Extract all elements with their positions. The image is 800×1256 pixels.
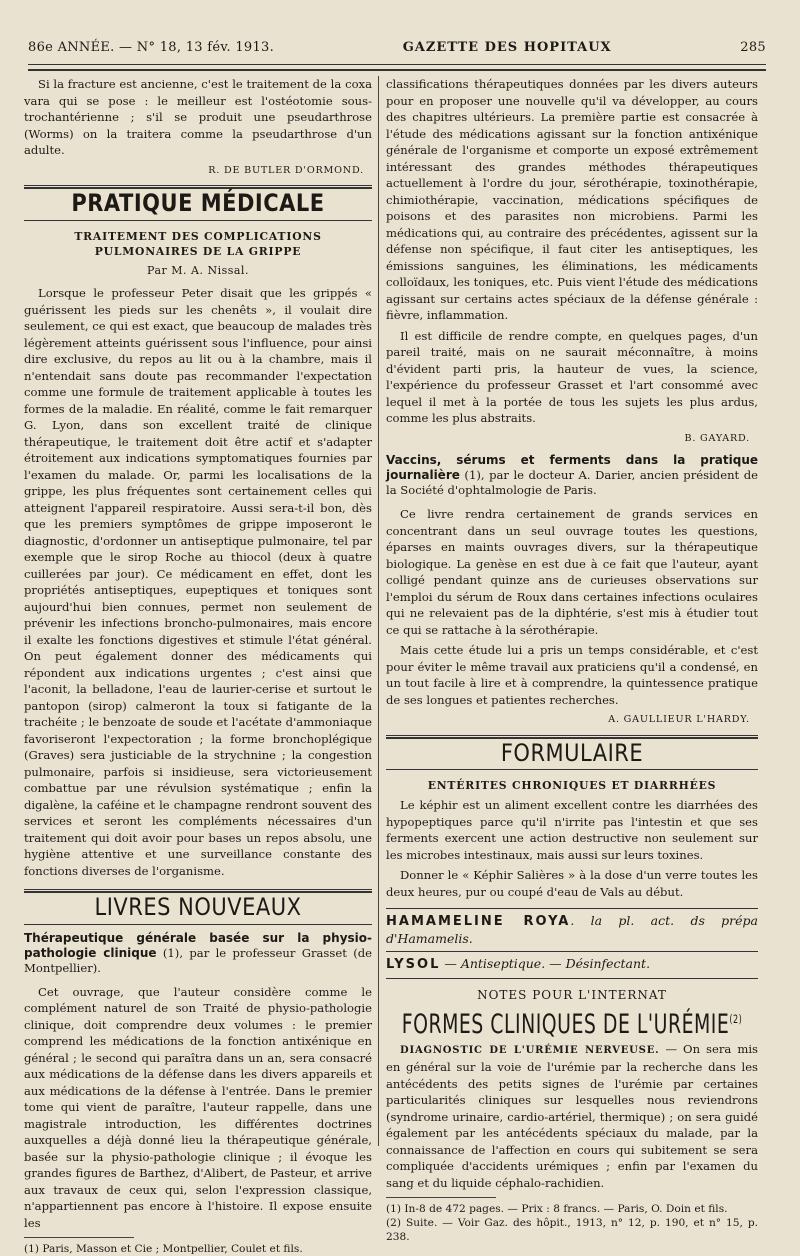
- book-author: , par le docteur A. Darier, ancien président de la Société d'ophtalmologie de Paris.: [386, 468, 759, 497]
- formulaire-subtitle: ENTÉRITES CHRONIQUES ET DIARRHÉES: [427, 779, 717, 792]
- article-byline: Par M. A. Nissal.: [147, 263, 249, 277]
- left-column: [24, 76, 372, 1256]
- uremie-ref: (2): [729, 1014, 743, 1027]
- formulaire-paragraph: Donner le « Képhir Salières » à la dose d'un verre toutes les deux heures, pur ou coupé d'eau de Vals au début.: [386, 868, 758, 899]
- formulaire-paragraph: Le képhir est un aliment excellent contre les diarrhées des hypopeptiques parce qu'il n'irrite pas l'intestin et que ses ferments exercent une action destructive non seulement sur les microbes intestinaux, mais aussi sur leurs toxines.: [386, 798, 758, 862]
- section-title-pratique: PRATIQUE MÉDICALE: [71, 189, 325, 217]
- book-ref: (1): [162, 945, 180, 960]
- book-title: Thérapeutique générale basée sur la physio-pathologie clinique: [24, 930, 372, 960]
- book-paragraph: Mais cette étude lui a pris un temps considérable, et c'est pour éviter le même travail aux praticiens qu'il a condensé, en un tout facile à lire et à comprendre, la quintessence pratique de ses longues et patientes recherches.: [386, 643, 758, 707]
- footnote-rule: [24, 1237, 134, 1238]
- intro-signature: R. DE BUTLER D'ORMOND.: [208, 164, 364, 176]
- uremie-title: [386, 1009, 758, 1040]
- journal-title: GAZETTE DES HOPITAUX: [402, 40, 612, 55]
- section-rule: [24, 220, 372, 221]
- right-column: [386, 76, 758, 1244]
- article-paragraph: Lorsque le professeur Peter disait que les grippés « guérissent les pieds sur les chenêts », il voulait dire seulement, ce qui est exact, que beaucoup de malades très légèrement atteints guérissent sous l'influence, pour ainsi dire exclusive, du repos au lit ou à la chambre, mais il n'entendait sans doute pas recommander l'expectation comme une formule de traitement applicable à toutes les formes de la maladie. En réalité, comme le fait remarquer G. Lyon, dans son excellent traité de clinique thérapeutique, le traitement doit être actif et s'adapter étroitement aux indications symptomatiques fournies par l'examen du malade. Or, parmi les localisations de la grippe, les plus fréquentes sont certainement celles qui atteignent l'appareil respiratoire. Aussi sera-t-il bon, dès que les premiers symptômes de grippe imposeront le diagnostic, d'ordonner un antiseptique pulmonaire, tel par exemple que le sirop Roche au thiocol (deux à quatre cuillerées par jour). Ce médicament en effet, dont les propriétés antiseptiques, eupeptiques et toniques sont aujourd'hui bien connues, permet non seulement de prévenir les infections broncho-pulmonaires, mais encore il exalte les fonctions digestives et stimule l'état général. On peut également donner des médicaments qui répondent aux indications urgentes ; c'est ainsi que l'aconit, la belladone, l'eau de laurier-cerise et surtout le pantopon (sirop) calmeront la toux si fatigante de la trachéite ; le benzoate de soude et l'acétate d'ammoniaque favoriseront l'expectoration ; la forme bronchoplégique (Graves) sera justiciable de la strychnine ; la congestion pulmonaire, parfois si insidieuse, sera victorieusement combattue par une révulsion systématique ; enfin la digalène, la caféine et le champagne rendront souvent des services et seront les compléments nécessaires d'un traitement qui doit avoir pour bases un repos absolu, une hygiène attentive et une surveillance constante des fonctions diverses de l'organisme.: [24, 286, 372, 878]
- book-title: Vaccins, sérums et ferments dans la pratique journalière: [386, 453, 758, 482]
- uremie-text: — On sera mis en général sur la voie de l'urémie par la recherche dans les antécédents des petits signes de l'urémie par certaines particularités cliniques sur lesquelles nous reviendrons (syndrome urinaire, cardio-artériel, thermique) ; on sera guidé également par les antécédents spéciaux du malade, par la connaissance de l'affection en cours qui subitement se sera compliquée d'accidents urémiques ; enfin par l'examen du sang et du liquide céphalo-rachidien.: [386, 1041, 758, 1190]
- ad-brand: LYSOL: [386, 957, 441, 972]
- ad-rule: [386, 951, 758, 952]
- section-rule: [24, 924, 372, 925]
- ad-rule: [386, 908, 758, 909]
- issue-info: 86e ANNÉE. — N° 18, 13 fév. 1913.: [28, 40, 275, 55]
- internat-label: NOTES POUR L'INTERNAT: [477, 987, 667, 1002]
- book-heading: [386, 453, 758, 498]
- ad-lysol: [386, 956, 758, 974]
- book-paragraph: Cet ouvrage, que l'auteur considère comme le complément naturel de son Traité de physio-pathologie clinique, doit comprendre deux volumes : le premier comprend les médications de la fonction antixénique en général ; le second qui paraîtra dans un an, sera consacré aux médications de la défense dans les divers appareils et aux médications de la défense à l'entrée. Dans le premier tome qui vient de paraître, l'auteur rappelle, dans une magistrale introduction, les différentes doctrines auxquelles a déjà donné lieu la thérapeutique générale, basée sur la physio-pathologie clinique ; il évoque les grandes figures de Barthez, d'Alibert, de Pasteur, et arrive aux travaux de ceux qui, selon l'expression classique, n'appartiennent pas encore à l'histoire. Il expose ensuite les: [24, 984, 372, 1230]
- uremie-title-text: FORMES CLINIQUES DE L'URÉMIE: [401, 1009, 730, 1040]
- section-rule: [386, 769, 758, 770]
- book-paragraph: Ce livre rendra certainement de grands services en concentrant dans un seul ouvrage toutes les questions, éparses en maints ouvrages divers, sur la thérapeutique biologique. La genèse en est due à ce fait que l'auteur, ayant colligé pendant quinze ans de curieuses observations sur l'emploi du sérum de Roux dans certaines infections oculaires qui ne relevaient pas de la diphtérie, s'est mis à étudier tout ce qui se rattache à la sérothérapie.: [386, 507, 758, 637]
- footnote: (1) In-8 de 472 pages. — Prix : 8 francs. — Paris, O. Doin et fils.: [386, 1203, 728, 1215]
- section-title-livres: LIVRES NOUVEAUX: [94, 893, 302, 921]
- uremie-paragraph: [386, 1041, 758, 1192]
- header-rule: [28, 64, 766, 65]
- section-rule: [386, 735, 758, 736]
- section-rule: [24, 185, 372, 186]
- column-divider: [378, 76, 379, 1146]
- book-signature: A. GAULLIEUR L'HARDY.: [608, 714, 750, 725]
- section-title-formulaire: FORMULAIRE: [500, 738, 644, 767]
- ad-brand: HAMAMELINE ROYA: [386, 914, 571, 929]
- intro-paragraph: Si la fracture est ancienne, c'est le traitement de la coxa vara qui se pose : le meilleur est l'ostéotomie sous-trochantérienne ; s'il se produit une pseudarthrose (Worms) on la traitera comme la pseudarthrose d'un adulte.: [24, 77, 372, 157]
- book-ref: (1): [464, 468, 481, 482]
- section-rule: [24, 889, 372, 890]
- page-header: [28, 40, 766, 62]
- footnote: (2) Suite. — Voir Gaz. des hôpit., 1913, n° 12, p. 190, et n° 15, p. 238.: [386, 1217, 758, 1243]
- footnote: (1) Paris, Masson et Cie ; Montpellier, Coulet et fils.: [24, 1243, 303, 1255]
- ad-text: — Antiseptique. — Désinfectant.: [440, 956, 651, 971]
- ad-hamameline: [386, 913, 758, 947]
- footnote-rule: [386, 1197, 496, 1198]
- header-rule-thick: [28, 69, 766, 71]
- ad-rule: [386, 978, 758, 979]
- book-paragraph: Il est difficile de rendre compte, en quelques pages, d'un pareil traité, mais on ne saurait méconnaître, à moins d'évident parti pris, la hauteur de vues, la science, l'expérience du professeur Grasset et l'art consommé avec lequel il met à la portée de tous les sujets les plus ardus, comme les plus abstraits.: [386, 328, 758, 425]
- article-title: TRAITEMENT DES COMPLICATIONS PULMONAIRES DE LA GRIPPE: [74, 229, 322, 258]
- book-author: , par le professeur Grasset (de Montpellier).: [24, 945, 373, 975]
- uremie-lead: DIAGNOSTIC DE L'URÉMIE NERVEUSE.: [400, 1044, 660, 1056]
- page-number: 285: [740, 40, 766, 55]
- book-signature: B. GAYARD.: [684, 432, 750, 444]
- ad-text: . la pl. act. ds prépa d'Hamamelis.: [386, 913, 758, 946]
- book-heading: [24, 931, 372, 976]
- book-paragraph-continued: classifications thérapeutiques données par les divers auteurs pour en proposer une nouvelle qu'il va développer, au cours des chapitres ultérieurs. La première partie est consacrée à l'étude des médications agissant sur la fonction antixénique générale de l'organisme et comporte un exposé extrêmement intéressant des grandes méthodes thérapeutiques actuellement à l'ordre du jour, sérothérapie, toxinothérapie, chimiothérapie, vaccination, médications spécifiques de poisons et des parasites non microbiens. Parmi les médications qui, au contraire des précédentes, agissent sur la défense non spécifique, il faut citer les antiseptiques, les émissions sanguines, les éliminations, les médicaments colloïdaux, les toniques, etc. Puis vient l'étude des médications agissant sur certains actes spéciaux de la défense générale : fièvre, inflammation.: [386, 77, 758, 322]
